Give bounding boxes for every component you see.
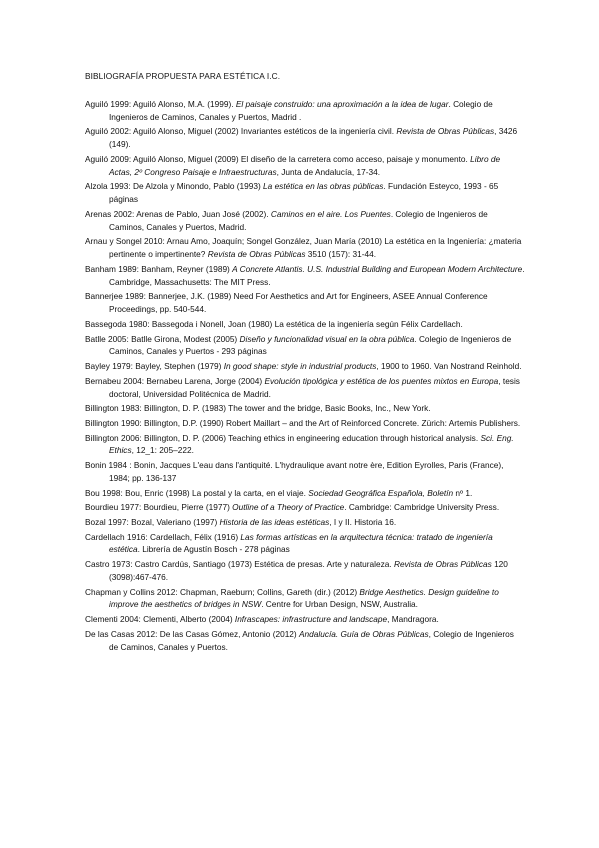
entry-title-italic: Sociedad Geográfica Española, Boletín <box>308 487 454 498</box>
entry-title-italic: In good shape: style in industrial products <box>223 361 377 372</box>
entry-text: Billington 1983: Billington, D. P. (1983) The tower and the bridge, Basic Books, Inc., New York. <box>85 403 431 414</box>
entry-text: , 12_1: 205–222. <box>131 445 194 456</box>
entry-text: . Cambridge: Cambridge University Press. <box>344 502 500 513</box>
entry-text: . Fundación Esteyco, 1993 - 65 páginas <box>109 181 499 205</box>
bibliography-entry <box>85 318 525 331</box>
bibliography-entry <box>85 153 525 179</box>
document-title: BIBLIOGRAFÍA PROPUESTA PARA ESTÉTICA I.C. <box>85 71 281 81</box>
entry-text: Banham 1989: Banham, Reyner (1989) <box>85 263 233 274</box>
entry-title-italic: Revista de Obras Públicas <box>394 559 492 570</box>
entry-text: Arnau y Songel 2010: Arnau Amo, Joaquín; Songel González, Juan María (2010) La estética en la Ingeniería: ¿materia pertinente o impertinente? <box>85 236 522 260</box>
entry-text: De las Casas 2012: De las Casas Gómez, Antonio (2012) <box>85 628 299 639</box>
entry-text: Bannerjee 1989: Bannerjee, J.K. (1989) Need For Aesthetics and Art for Engineers, ASEE Annual Conference Proceedings, pp. 540-544. <box>85 291 488 315</box>
entry-text: , Junta de Andalucía, 17-34. <box>276 166 380 177</box>
entry-text: Bernabeu 2004: Bernabeu Larena, Jorge (2004) <box>85 375 265 386</box>
entry-title-italic: Andalucía. Guía de Obras Públicas <box>299 628 429 639</box>
entry-text: , Mandragora. <box>387 614 439 625</box>
bibliography-entry <box>85 459 525 485</box>
bibliography-entry <box>85 628 525 654</box>
entry-text: . Cambridge, Massachusetts: The MIT Press. <box>109 263 525 287</box>
bibliography-entry <box>85 263 525 289</box>
entry-title-italic: Outline of a Theory of Practice <box>232 502 345 513</box>
entry-text: , Colegio de Ingenieros de Caminos, Canales y Puertos. <box>109 628 514 652</box>
bibliography-entry <box>85 402 525 415</box>
bibliography-entry <box>85 235 525 261</box>
entry-title-italic: Revista de Obras Públicas <box>396 126 495 137</box>
entry-text: . Colegio de Ingenieros de Caminos, Canales y Puertos - 293 páginas <box>109 333 512 357</box>
entry-text: . Colegio de Ingenieros de Caminos, Canales y Puertos, Madrid . <box>109 99 493 122</box>
bibliography-entry <box>85 333 525 359</box>
entry-text: , 1900 to 1960. Van Nostrand Reinhold. <box>376 361 522 372</box>
entry-title-italic: La estética en las obras públicas <box>263 181 384 192</box>
entry-text: Bassegoda 1980: Bassegoda i Nonell, Joan (1980) La estética de la ingeniería según Félix Cardellach. <box>85 318 463 329</box>
entry-text: 120 (3098):467-476. <box>109 559 508 582</box>
entry-text: Batlle 2005: Batlle Girona, Modest (2005) <box>85 333 240 344</box>
bibliography-entry <box>85 531 525 557</box>
entry-title-italic: Historia de las ideas estéticas <box>219 516 330 527</box>
bibliography-entry <box>85 417 525 430</box>
bibliography-entry <box>85 501 525 514</box>
bibliography-entry <box>85 432 525 458</box>
bibliography-entry <box>85 125 525 151</box>
entry-text: . Centre for Urban Design, NSW, Australia. <box>261 599 418 610</box>
entry-text: Billington 1990: Billington, D.P. (1990) Robert Maillart – and the Art of Reinforced Concrete. Zürich: Artemis Publishers. <box>85 417 521 428</box>
entry-title-italic: Infrascapes: infrastructure and landscape <box>234 614 388 625</box>
entry-title-italic: Evolución tipológica y estética de los puentes mixtos en Europa <box>264 375 499 386</box>
entry-text: Bonin 1984 : Bonin, Jacques L'eau dans l'antiquité. L'hydraulique avant notre ère, Edition Eyrolles, Paris (France), 1984; pp. 136-137 <box>85 460 504 483</box>
entry-text: Clementi 2004: Clementi, Alberto (2004) <box>85 614 235 625</box>
bibliography-entry <box>85 208 525 234</box>
entry-text: Arenas 2002: Arenas de Pablo, Juan José (2002). <box>85 208 271 219</box>
bibliography-entry <box>85 180 525 206</box>
entry-title-italic: Revista de Obras Públicas <box>207 249 306 260</box>
entry-title-italic: El paisaje construido: una aproximación a la idea de lugar <box>235 99 449 109</box>
bibliography-entry <box>85 613 525 626</box>
entry-text: Aguiló 2002: Aguiló Alonso, Miguel (2002) Invariantes estéticos de la ingeniería civil. <box>85 126 397 137</box>
entry-text: , 3426 (149). <box>109 126 518 150</box>
entry-title-italic: A Concrete Atlantis. U.S. Industrial Building and European Modern Architecture <box>232 263 523 274</box>
entry-text: . Librería de Agustín Bosch - 278 páginas <box>137 544 290 555</box>
entry-text: . Colegio de Ingenieros de Caminos, Canales y Puertos, Madrid. <box>109 208 488 232</box>
entry-text: Castro 1973: Castro Cardús, Santiago (1973) Estética de presas. Arte y naturaleza. <box>85 559 394 570</box>
entry-title-italic: Sci. Eng. Ethics <box>109 432 514 456</box>
bibliography-entry <box>85 290 525 316</box>
entry-text: , tesis doctoral, Universidad Politécnica de Madrid. <box>109 375 520 399</box>
entry-text: Cardellach 1916: Cardellach, Félix (1916) <box>85 531 241 542</box>
bibliography-list <box>85 98 525 655</box>
entry-title-italic: Caminos en el aire. Los Puentes <box>270 208 391 219</box>
bibliography-entry <box>85 558 525 584</box>
entry-text: Bourdieu 1977: Bourdieu, Pierre (1977) <box>85 502 233 513</box>
entry-text: Bou 1998: Bou, Enric (1998) La postal y la carta, en el viaje. <box>85 487 309 498</box>
entry-text: Aguiló 2009: Aguiló Alonso, Miguel (2009) El diseño de la carretera como acceso, paisaje y monumento. <box>85 153 471 164</box>
bibliography-entry <box>85 586 525 612</box>
entry-title-italic: Libro de Actas, 2º Congreso Paisaje e Infraestructuras <box>109 153 501 177</box>
bibliography-entry <box>85 516 525 529</box>
entry-text: Bozal 1997: Bozal, Valeriano (1997) <box>85 516 220 527</box>
entry-title-italic: Las formas artísticas en la arquitectura técnica: tratado de ingeniería estética <box>109 531 493 555</box>
entry-text: Bayley 1979: Bayley, Stephen (1979) <box>85 361 224 372</box>
bibliography-entry <box>85 360 525 373</box>
bibliography-entry <box>85 375 525 401</box>
entry-title-italic: Bridge Aesthetics. Design guideline to improve the aesthetics of bridges in NSW <box>109 586 499 610</box>
entry-text: Alzola 1993: De Alzola y Minondo, Pablo (1993) <box>85 181 264 192</box>
entry-text: 3510 (157): 31-44. <box>305 249 377 260</box>
entry-title-italic: Diseño y funcionalidad visual en la obra pública <box>239 333 415 344</box>
entry-text: Chapman y Collins 2012: Chapman, Raeburn; Collins, Gareth (dir.) (2012) <box>85 586 360 597</box>
entry-text: Aguiló 1999: Aguiló Alonso, M.A. (1999). <box>85 99 236 109</box>
entry-text: , I y II. Historia 16. <box>329 516 397 527</box>
entry-text: nº 1. <box>453 487 473 498</box>
entry-text: Billington 2006: Billington, D. P. (2006) Teaching ethics in engineering education through historical analysis. <box>85 432 481 443</box>
bibliography-entry <box>85 487 525 500</box>
bibliography-entry <box>85 98 525 124</box>
